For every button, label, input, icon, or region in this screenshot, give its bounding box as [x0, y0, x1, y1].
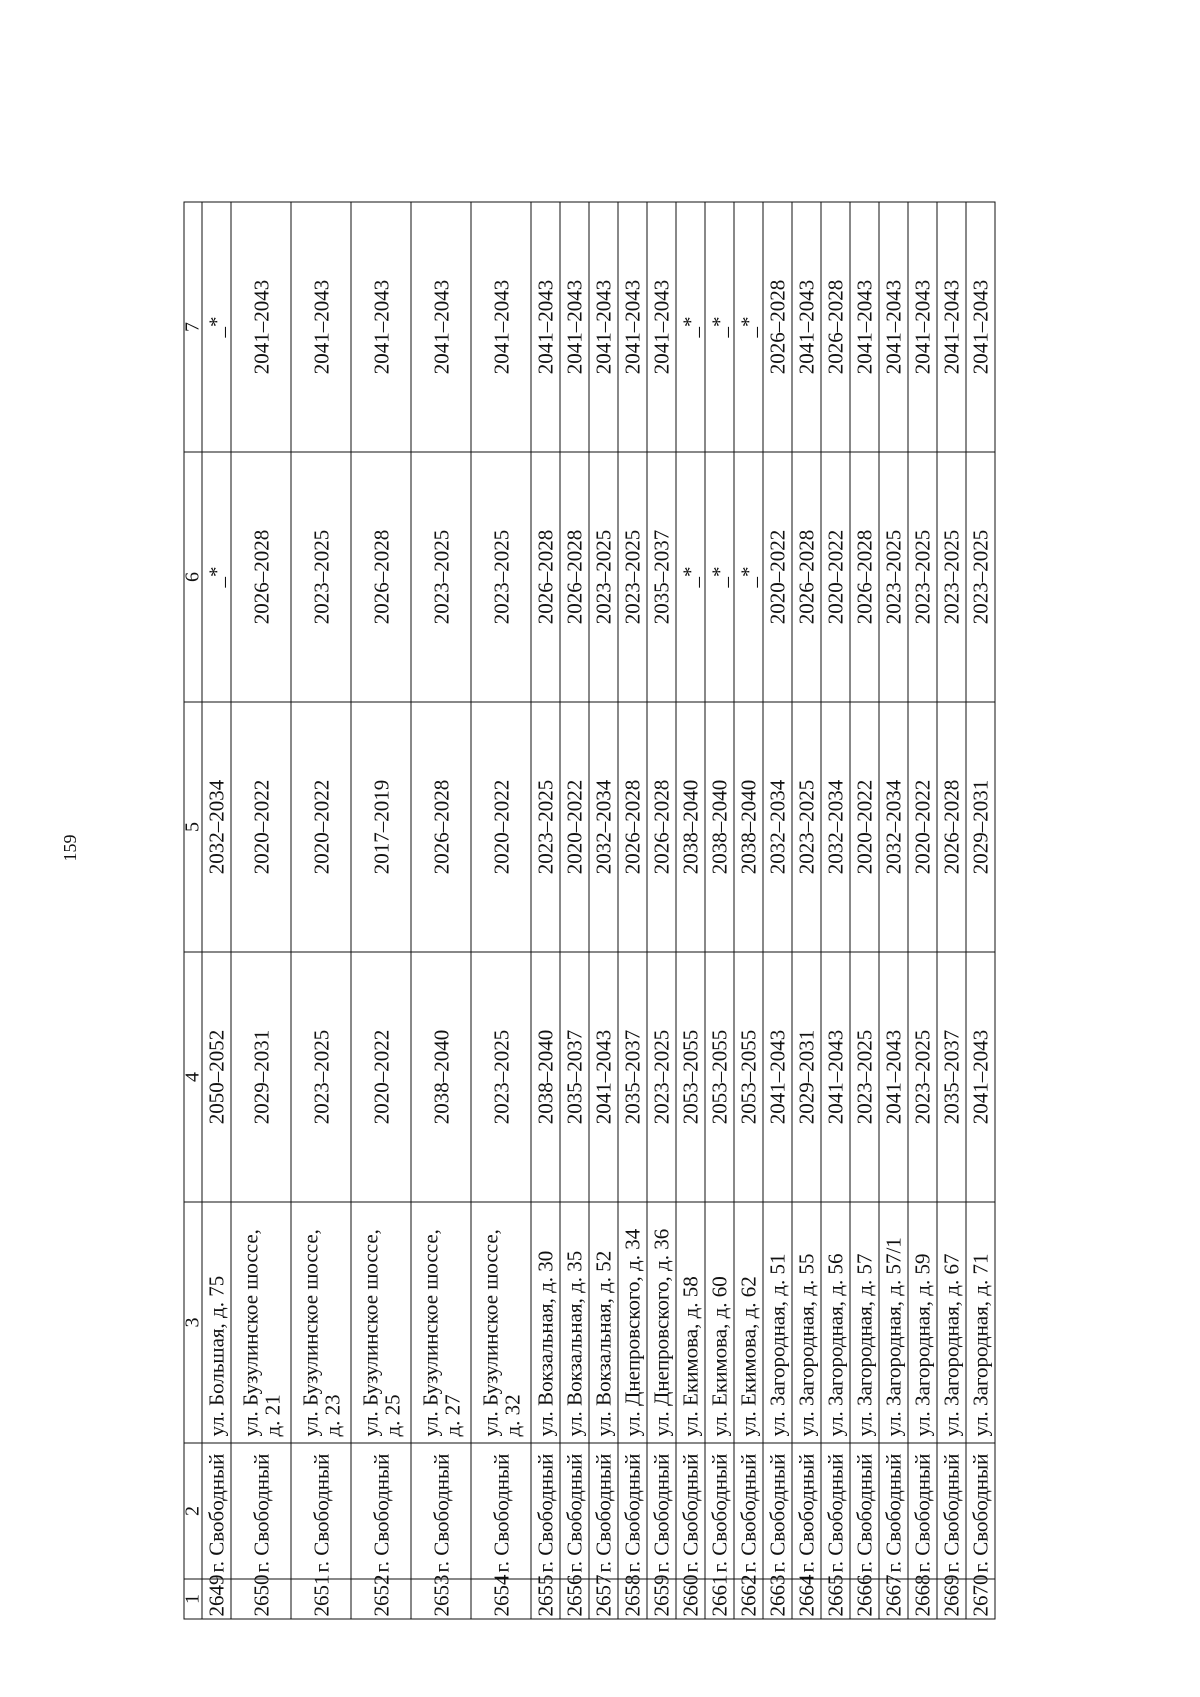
address-cell: ул. Загородная, д. 67	[937, 1202, 966, 1443]
table-row	[821, 202, 850, 1619]
table-row	[734, 202, 763, 1619]
period-cell: _*	[676, 452, 705, 702]
period-cell: _*	[734, 452, 763, 702]
period-cell: 2023–2025	[531, 702, 560, 952]
row-number-cell: 2663	[763, 1579, 792, 1619]
table-row	[676, 202, 705, 1619]
row-number-cell: 2649	[202, 1579, 231, 1619]
city-cell: г. Свободный	[763, 1443, 792, 1579]
column-header: 1	[184, 1579, 202, 1619]
period-cell: 2026–2028	[618, 702, 647, 952]
row-number-cell: 2662	[734, 1579, 763, 1619]
period-cell: 2023–2025	[411, 452, 471, 702]
address-cell: ул. Вокзальная, д. 30	[531, 1202, 560, 1443]
city-cell: г. Свободный	[792, 1443, 821, 1579]
column-header: 6	[184, 452, 202, 702]
row-number-cell: 2653	[411, 1579, 471, 1619]
table-row	[231, 202, 291, 1619]
period-cell: 2023–2025	[937, 452, 966, 702]
period-cell: 2038–2040	[705, 702, 734, 952]
period-cell: 2020–2022	[908, 702, 937, 952]
address-cell: ул. Загородная, д. 57	[850, 1202, 879, 1443]
period-cell: 2026–2028	[821, 202, 850, 452]
row-number-cell: 2668	[908, 1579, 937, 1619]
city-cell: г. Свободный	[351, 1443, 411, 1579]
row-number-cell: 2659	[647, 1579, 676, 1619]
period-cell: 2041–2043	[231, 202, 291, 452]
period-cell: 2023–2025	[908, 452, 937, 702]
period-cell: 2053–2055	[705, 952, 734, 1202]
city-cell: г. Свободный	[647, 1443, 676, 1579]
period-cell: 2029–2031	[231, 952, 291, 1202]
period-cell: _*	[734, 202, 763, 452]
table-row	[291, 202, 351, 1619]
address-cell: ул. Загородная, д. 56	[821, 1202, 850, 1443]
period-cell: 2032–2034	[821, 702, 850, 952]
table-row	[647, 202, 676, 1619]
table-row	[879, 202, 908, 1619]
period-cell: 2041–2043	[937, 202, 966, 452]
row-number-cell: 2650	[231, 1579, 291, 1619]
row-number-cell: 2669	[937, 1579, 966, 1619]
city-cell: г. Свободный	[676, 1443, 705, 1579]
period-cell: 2026–2028	[351, 452, 411, 702]
period-cell: 2041–2043	[647, 202, 676, 452]
schedule-table	[183, 202, 995, 1620]
city-cell: г. Свободный	[966, 1443, 995, 1579]
address-cell: ул. Вокзальная, д. 52	[589, 1202, 618, 1443]
period-cell: 2041–2043	[850, 202, 879, 452]
table-row	[763, 202, 792, 1619]
period-cell: 2038–2040	[531, 952, 560, 1202]
row-number-cell: 2652	[351, 1579, 411, 1619]
period-cell: 2023–2025	[471, 952, 531, 1202]
period-cell: 2032–2034	[879, 702, 908, 952]
address-cell: ул. Бузулинское шоссе, д. 25	[351, 1202, 411, 1443]
period-cell: 2041–2043	[351, 202, 411, 452]
period-cell: 2035–2037	[618, 952, 647, 1202]
column-header: 4	[184, 952, 202, 1202]
city-cell: г. Свободный	[705, 1443, 734, 1579]
period-cell: 2020–2022	[471, 702, 531, 952]
period-cell: 2041–2043	[908, 202, 937, 452]
period-cell: 2020–2022	[560, 702, 589, 952]
table-row	[792, 202, 821, 1619]
period-cell: 2035–2037	[560, 952, 589, 1202]
period-cell: 2026–2028	[792, 452, 821, 702]
period-cell: 2041–2043	[589, 202, 618, 452]
city-cell: г. Свободный	[202, 1443, 231, 1579]
period-cell: 2035–2037	[647, 452, 676, 702]
row-number-cell: 2661	[705, 1579, 734, 1619]
period-cell: 2020–2022	[850, 702, 879, 952]
table-row	[471, 202, 531, 1619]
row-number-cell: 2655	[531, 1579, 560, 1619]
period-cell: 2023–2025	[792, 702, 821, 952]
column-header: 2	[184, 1443, 202, 1579]
row-number-cell: 2670	[966, 1579, 995, 1619]
city-cell: г. Свободный	[589, 1443, 618, 1579]
period-cell: 2041–2043	[560, 202, 589, 452]
city-cell: г. Свободный	[937, 1443, 966, 1579]
table-row	[589, 202, 618, 1619]
address-cell: ул. Загородная, д. 59	[908, 1202, 937, 1443]
table-row	[351, 202, 411, 1619]
row-number-cell: 2651	[291, 1579, 351, 1619]
table-row	[618, 202, 647, 1619]
address-cell: ул. Днепровского, д. 34	[618, 1202, 647, 1443]
period-cell: 2026–2028	[531, 452, 560, 702]
period-cell: 2026–2028	[411, 702, 471, 952]
period-cell: _*	[705, 202, 734, 452]
period-cell: 2041–2043	[763, 952, 792, 1202]
period-cell: 2032–2034	[202, 702, 231, 952]
address-cell: ул. Бузулинское шоссе, д. 21	[231, 1202, 291, 1443]
period-cell: 2029–2031	[792, 952, 821, 1202]
city-cell: г. Свободный	[291, 1443, 351, 1579]
period-cell: 2041–2043	[792, 202, 821, 452]
period-cell: 2050–2052	[202, 952, 231, 1202]
period-cell: 2053–2055	[676, 952, 705, 1202]
row-number-cell: 2654	[471, 1579, 531, 1619]
period-cell: 2041–2043	[879, 202, 908, 452]
period-cell: 2041–2043	[589, 952, 618, 1202]
period-cell: 2023–2025	[908, 952, 937, 1202]
period-cell: 2053–2055	[734, 952, 763, 1202]
period-cell: 2023–2025	[647, 952, 676, 1202]
address-cell: ул. Екимова, д. 62	[734, 1202, 763, 1443]
city-cell: г. Свободный	[231, 1443, 291, 1579]
city-cell: г. Свободный	[560, 1443, 589, 1579]
city-cell: г. Свободный	[850, 1443, 879, 1579]
period-cell: 2026–2028	[763, 202, 792, 452]
city-cell: г. Свободный	[531, 1443, 560, 1579]
table-row	[850, 202, 879, 1619]
period-cell: 2026–2028	[850, 452, 879, 702]
table-row	[937, 202, 966, 1619]
period-cell: 2041–2043	[291, 202, 351, 452]
city-cell: г. Свободный	[471, 1443, 531, 1579]
period-cell: 2038–2040	[676, 702, 705, 952]
row-number-cell: 2660	[676, 1579, 705, 1619]
period-cell: 2032–2034	[763, 702, 792, 952]
period-cell: 2041–2043	[411, 202, 471, 452]
period-cell: 2035–2037	[937, 952, 966, 1202]
period-cell: _*	[705, 452, 734, 702]
address-cell: ул. Вокзальная, д. 35	[560, 1202, 589, 1443]
table-row	[411, 202, 471, 1619]
address-cell: ул. Екимова, д. 60	[705, 1202, 734, 1443]
table-row	[908, 202, 937, 1619]
period-cell: 2041–2043	[821, 952, 850, 1202]
address-cell: ул. Загородная, д. 71	[966, 1202, 995, 1443]
city-cell: г. Свободный	[734, 1443, 763, 1579]
address-cell: ул. Загородная, д. 55	[792, 1202, 821, 1443]
period-cell: 2023–2025	[589, 452, 618, 702]
period-cell: _*	[676, 202, 705, 452]
period-cell: 2041–2043	[879, 952, 908, 1202]
address-cell: ул. Днепровского, д. 36	[647, 1202, 676, 1443]
row-number-cell: 2665	[821, 1579, 850, 1619]
address-cell: ул. Загородная, д. 51	[763, 1202, 792, 1443]
period-cell: 2017–2019	[351, 702, 411, 952]
city-cell: г. Свободный	[411, 1443, 471, 1579]
period-cell: 2026–2028	[560, 452, 589, 702]
period-cell: 2041–2043	[471, 202, 531, 452]
address-cell: ул. Бузулинское шоссе, д. 32	[471, 1202, 531, 1443]
address-cell: ул. Бузулинское шоссе, д. 23	[291, 1202, 351, 1443]
period-cell: 2041–2043	[531, 202, 560, 452]
city-cell: г. Свободный	[879, 1443, 908, 1579]
period-cell: 2041–2043	[618, 202, 647, 452]
period-cell: 2020–2022	[821, 452, 850, 702]
period-cell: _*	[202, 202, 231, 452]
period-cell: 2023–2025	[966, 452, 995, 702]
row-number-cell: 2656	[560, 1579, 589, 1619]
period-cell: 2038–2040	[411, 952, 471, 1202]
period-cell: 2029–2031	[966, 702, 995, 952]
row-number-cell: 2658	[618, 1579, 647, 1619]
period-cell: 2023–2025	[471, 452, 531, 702]
period-cell: _*	[202, 452, 231, 702]
period-cell: 2041–2043	[966, 202, 995, 452]
header-row	[184, 202, 202, 1619]
city-cell: г. Свободный	[821, 1443, 850, 1579]
city-cell: г. Свободный	[908, 1443, 937, 1579]
address-cell: ул. Загородная, д. 57/1	[879, 1202, 908, 1443]
period-cell: 2023–2025	[291, 952, 351, 1202]
row-number-cell: 2666	[850, 1579, 879, 1619]
row-number-cell: 2667	[879, 1579, 908, 1619]
column-header: 3	[184, 1202, 202, 1443]
period-cell: 2026–2028	[647, 702, 676, 952]
table-row	[531, 202, 560, 1619]
table-row	[705, 202, 734, 1619]
period-cell: 2041–2043	[966, 952, 995, 1202]
period-cell: 2023–2025	[850, 952, 879, 1202]
period-cell: 2020–2022	[231, 702, 291, 952]
rotated-table-wrapper	[183, 203, 1133, 1620]
period-cell: 2020–2022	[351, 952, 411, 1202]
column-header: 5	[184, 702, 202, 952]
period-cell: 2032–2034	[589, 702, 618, 952]
period-cell: 2023–2025	[879, 452, 908, 702]
page-number: 159	[60, 834, 80, 862]
period-cell: 2038–2040	[734, 702, 763, 952]
period-cell: 2026–2028	[231, 452, 291, 702]
table-row	[966, 202, 995, 1619]
table-row	[560, 202, 589, 1619]
column-header: 7	[184, 202, 202, 452]
period-cell: 2026–2028	[937, 702, 966, 952]
period-cell: 2023–2025	[291, 452, 351, 702]
address-cell: ул. Бузулинское шоссе, д. 27	[411, 1202, 471, 1443]
table-row	[202, 202, 231, 1619]
city-cell: г. Свободный	[618, 1443, 647, 1579]
address-cell: ул. Большая, д. 75	[202, 1202, 231, 1443]
row-number-cell: 2664	[792, 1579, 821, 1619]
address-cell: ул. Екимова, д. 58	[676, 1202, 705, 1443]
period-cell: 2023–2025	[618, 452, 647, 702]
period-cell: 2020–2022	[763, 452, 792, 702]
period-cell: 2020–2022	[291, 702, 351, 952]
row-number-cell: 2657	[589, 1579, 618, 1619]
